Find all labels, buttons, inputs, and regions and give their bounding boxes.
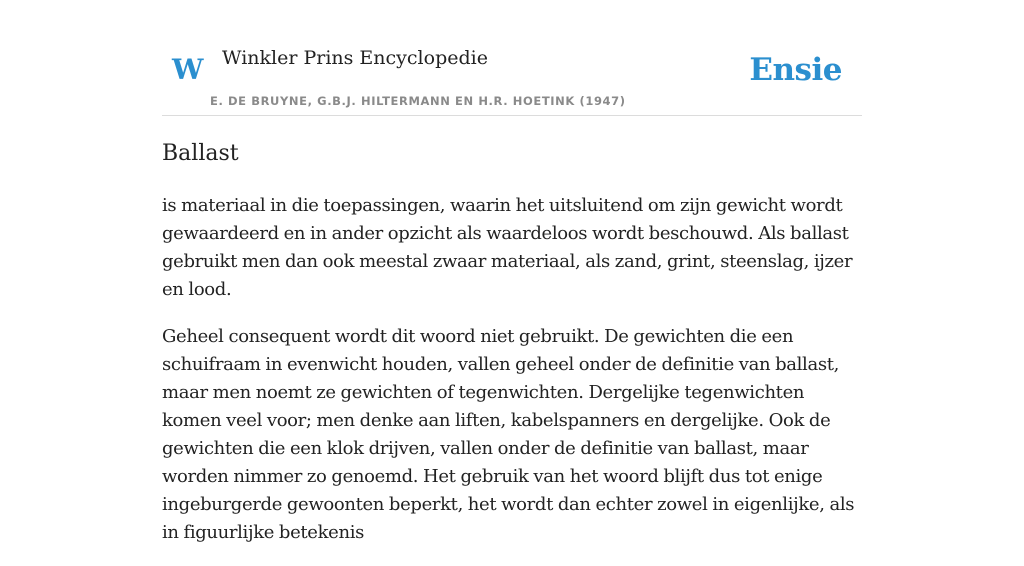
entry-paragraph: Geheel consequent wordt dit woord niet gebruikt. De gewichten die een schuifraam in evenwicht houden, vallen geheel onder de definitie van ballast, maar men noemt ze gewichten of tegenwichten. Dergelijke tegenwichten komen veel voor; men denke aan liften, kabelspanners en dergelijke. Ook de gewichten die een klok drijven, vallen onder de definitie van ballast, maar worden nimmer zo genoemd. Het gebruik van het woord blijft dus tot enige ingeburgerde gewoonten beperkt, het wordt dan echter zowel in eigenlijke, als in figuurlijke betekenis xyxy=(162,326,855,543)
entry-body xyxy=(162,192,862,566)
entry-title: Ballast xyxy=(162,141,239,166)
source-header xyxy=(162,40,862,116)
source-authors: E. DE BRUYNE, G.B.J. HILTERMANN EN H.R. HOETINK (1947) xyxy=(210,94,626,108)
source-title[interactable]: Winkler Prins Encyclopedie xyxy=(222,47,488,69)
entry-paragraph: is materiaal in die toepassingen, waarin het uitsluitend om zijn gewicht wordt gewaardeerd en in ander opzicht als waardeloos wordt beschouwd. Als ballast gebruikt men dan ook meestal zwaar materiaal, als zand, grint, steenslag, ijzer en lood. xyxy=(162,195,853,300)
ensie-logo[interactable]: Ensie xyxy=(749,52,842,88)
winkler-prins-logo[interactable]: W xyxy=(172,53,204,86)
